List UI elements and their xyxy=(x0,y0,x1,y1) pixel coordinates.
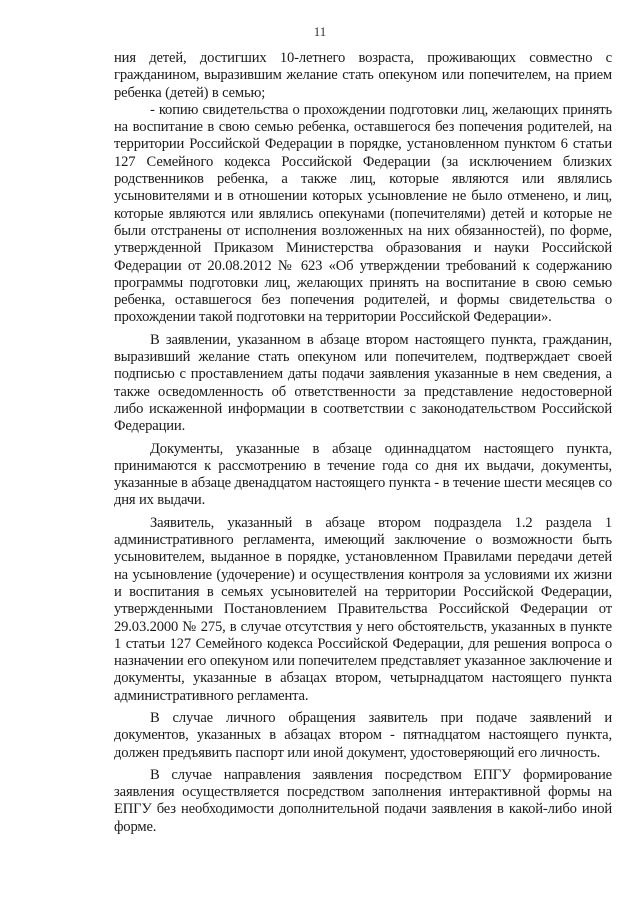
paragraph-epgu-submission: В случае направления заявления посредством ЕПГУ формирование заявления осуществляется посредством заполнения интерактивной формы на ЕПГУ без необходимости дополнительной подачи заявления в какой-либо иной форме. xyxy=(114,766,612,835)
paragraph-application-confirmation: В заявлении, указанном в абзаце втором настоящего пункта, гражданин, выразивший желание стать опекуном или попечителем, подтверждает своей подписью с проставлением даты подачи заявления указанные в нем сведения, а также осведомленность об ответственности за представление недостоверной либо искаженной информации в соответствии с законодательством Российской Федерации. xyxy=(114,331,612,435)
page-number: 11 xyxy=(313,24,327,39)
paragraph-continuation: ния детей, достигших 10-летнего возраста, проживающих совместно с гражданином, выразившим желание стать опекуном или попечителем, на прием ребенка (детей) в семью; xyxy=(114,50,612,101)
paragraph-documents-validity: Документы, указанные в абзаце одиннадцатом настоящего пункта, принимаются к рассмотрению в течение года со дня их выдачи, документы, указанные в абзаце двенадцатом настоящего пункта - в течение шести месяцев со дня их выдачи. xyxy=(114,440,612,509)
paragraph-certificate-copy: - копию свидетельства о прохождении подготовки лиц, желающих принять на воспитание в свою семью ребенка, оставшегося без попечения родителей, на территории Российской Федерации в порядке, установленном пунктом 6 статьи 127 Семейного кодекса Российской Федерации (за исключением близких родственников ребенка, а также лиц, которые являются или являлись усыновителями и в отношении которых усыновление не было отменено, и лиц, которые являются или являлись опекунами (попечителями) детей и которые не были отстранены от исполнения возложенных на них обязанностей), по форме, утвержденной Приказом Министерства образования и науки Российской Федерации от 20.08.2012 № 623 «Об утверждении требований к содержанию программы подготовки лиц, желающих принять на воспитание в свою семью ребенка, оставшегося без попечения родителей, и формы свидетельства о прохождении такой подготовки на территории Российской Федерации». xyxy=(114,101,612,326)
paragraph-applicant-conclusion: Заявитель, указанный в абзаце втором подраздела 1.2 раздела 1 административного регламента, имеющий заключение о возможности быть усыновителем, выданное в порядке, установленном Правилами передачи детей на усыновление (удочерение) и осуществления контроля за условиями их жизни и воспитания в семьях усыновителей на территории Российской Федерации, утвержденными Постановлением Правительства Российской Федерации от 29.03.2000 № 275, в случае отсутствия у него обстоятельств, указанных в пункте 1 статьи 127 Семейного кодекса Российской Федерации, для решения вопроса о назначении его опекуном или попечителем представляет указанное заключение и документы, указанные в абзацах втором, четырнадцатом настоящего пункта административного регламента. xyxy=(114,514,612,704)
paragraph-personal-visit: В случае личного обращения заявитель при подаче заявлений и документов, указанных в абзацах втором - пятнадцатом настоящего пункта, должен предъявить паспорт или иной документ, удостоверяющий его личность. xyxy=(114,709,612,761)
document-body xyxy=(114,50,612,836)
